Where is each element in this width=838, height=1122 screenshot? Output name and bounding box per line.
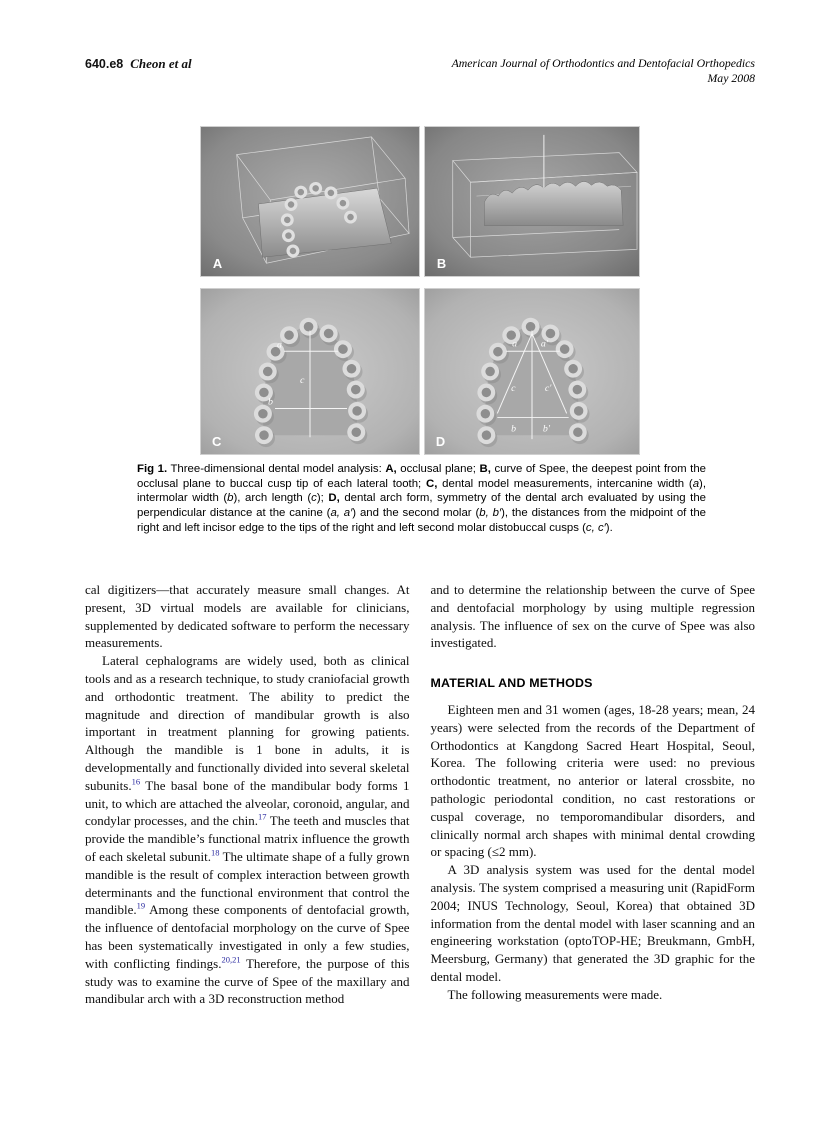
annotation-a: a: [277, 339, 282, 351]
running-head-right: [425, 56, 755, 85]
section-heading-material-and-methods: MATERIAL AND METHODS: [430, 676, 593, 691]
running-authors: Cheon et al: [130, 56, 192, 71]
figure-caption: Fig 1. Three-dimensional dental model analysis: A, occlusal plane; B, curve of Spee, the deepest point from the occlusal plane to buccal cusp tip of each lateral tooth; C, dental model measurements, intercanine width (a), intermolar width (b), arch length (c); D, dental arch form, symmetry of the dental arch evaluated by using the perpendicular distance at the canine (a, a′) and the second molar (b, b′), the distances from the midpoint of the right and left incisor edge to the tips of the right and left second molar distobuccal cusps (c, c′).: [137, 463, 707, 534]
journal-issue: May 2008: [707, 70, 755, 85]
figure-1: [200, 126, 640, 455]
reference-citation[interactable]: 17: [257, 812, 267, 823]
article-body: [85, 581, 755, 1008]
annotation-a-prime: a′: [540, 338, 549, 350]
panel-a-image: [201, 127, 419, 276]
panel-label-b: B: [436, 256, 447, 272]
annotation-b: b: [511, 423, 517, 435]
panel-label-a: A: [212, 256, 223, 272]
panel-c-image: [201, 289, 419, 454]
journal-title: American Journal of Orthodontics and Dentofacial Orthopedics: [451, 56, 755, 70]
paragraph: and to determine the relationship between the curve of Spee and dentofacial morphology by using multiple regression analysis. The influence of sex on the curve of Spee was also investigated.: [430, 582, 755, 651]
paragraph: cal digitizers—that accurately measure small changes. At present, 3D virtual models are available for clinicians, supplemented by dedicated software to perform the necessary measurements.: [85, 582, 410, 651]
paragraph: Lateral cephalograms are widely used, both as clinical tools and as a research technique, to study craniofacial growth and orthodontic treatment. The ability to predict the magnitude and direction of mandibular growth is also important in treatment planning for growing patients. Although the mandible is 1 bone in adults, it is developmentally and functionally divided into several skeletal subunits.$^{16}$ The basal bone of the mandibular body forms 1 unit, to which are attached the alveolar, coronoid, angular, and condylar processes, and the chin.$^{17}$ The teeth and muscles that provide the mandible’s functional matrix influence the growth of each skeletal subunit.$^{18}$ The ultimate shape of a fully grown mandible is the result of complex interaction between growth determinants and the functional environment that control the mandible.$^{19}$ Among these components of dentofacial growth, the influence of dentofacial morphology on the curve of Spee has been systematically investigated in only a few studies, with conflicting findings.$^{20,21}$ Therefore, the purpose of this study was to examine the curve of Spee of the maxillary and mandibular arch with a 3D reconstruction method: [85, 653, 410, 1007]
figure-panel-d: [424, 288, 640, 455]
annotation-c-prime: c′: [544, 382, 552, 394]
figure-grid: [200, 126, 640, 455]
panel-label-d: D: [435, 434, 446, 450]
page-number: 640.e8: [85, 57, 124, 71]
paragraph: A 3D analysis system was used for the dental model analysis. The system comprised a measuring unit (RapidForm 2004; INUS Technology, Seoul, Korea) that obtained 3D information from the dental model with laser scanning and an engineering workstation (optoTOP-HE; Breukmann, GmbH, Meersburg, Germany) that generated the 3D graphic for the dental model.: [430, 862, 755, 984]
annotation-c: c: [511, 382, 516, 394]
paragraph: Eighteen men and 31 women (ages, 18-28 years; mean, 24 years) were selected from the records of the Department of Orthodontics at Kangdong Sacred Heart Hospital, Seoul, Korea. The following criteria were used: no previous orthodontic treatment, no anterior or lateral crossbite, no pathologic periodontal condition, no cast restorations or cuspal coverage, no temporomandibular disorders, and clinically normal arch shapes with minimal dental crowding or spacing (≤2 mm).: [430, 701, 755, 860]
figure-panel-c: [200, 288, 420, 455]
annotation-c: c: [300, 374, 305, 386]
annotation-b: b: [268, 396, 273, 408]
panel-b-image: [425, 127, 639, 276]
annotation-a: a: [512, 338, 518, 350]
paragraph: The following measurements were made.: [447, 986, 663, 1002]
figure-panel-b: [424, 126, 640, 277]
reference-citation[interactable]: 16: [131, 776, 141, 787]
figure-panel-a: [200, 126, 420, 277]
panel-d-image: [425, 289, 639, 454]
reference-citation[interactable]: 20,21: [221, 954, 241, 965]
left-column: [85, 581, 410, 1008]
right-column: [431, 581, 756, 1008]
annotation-b-prime: b′: [542, 423, 551, 435]
reference-citation[interactable]: 18: [210, 847, 220, 858]
reference-citation[interactable]: 19: [136, 901, 146, 912]
running-head-left: [85, 56, 192, 72]
panel-label-c: C: [212, 434, 222, 450]
